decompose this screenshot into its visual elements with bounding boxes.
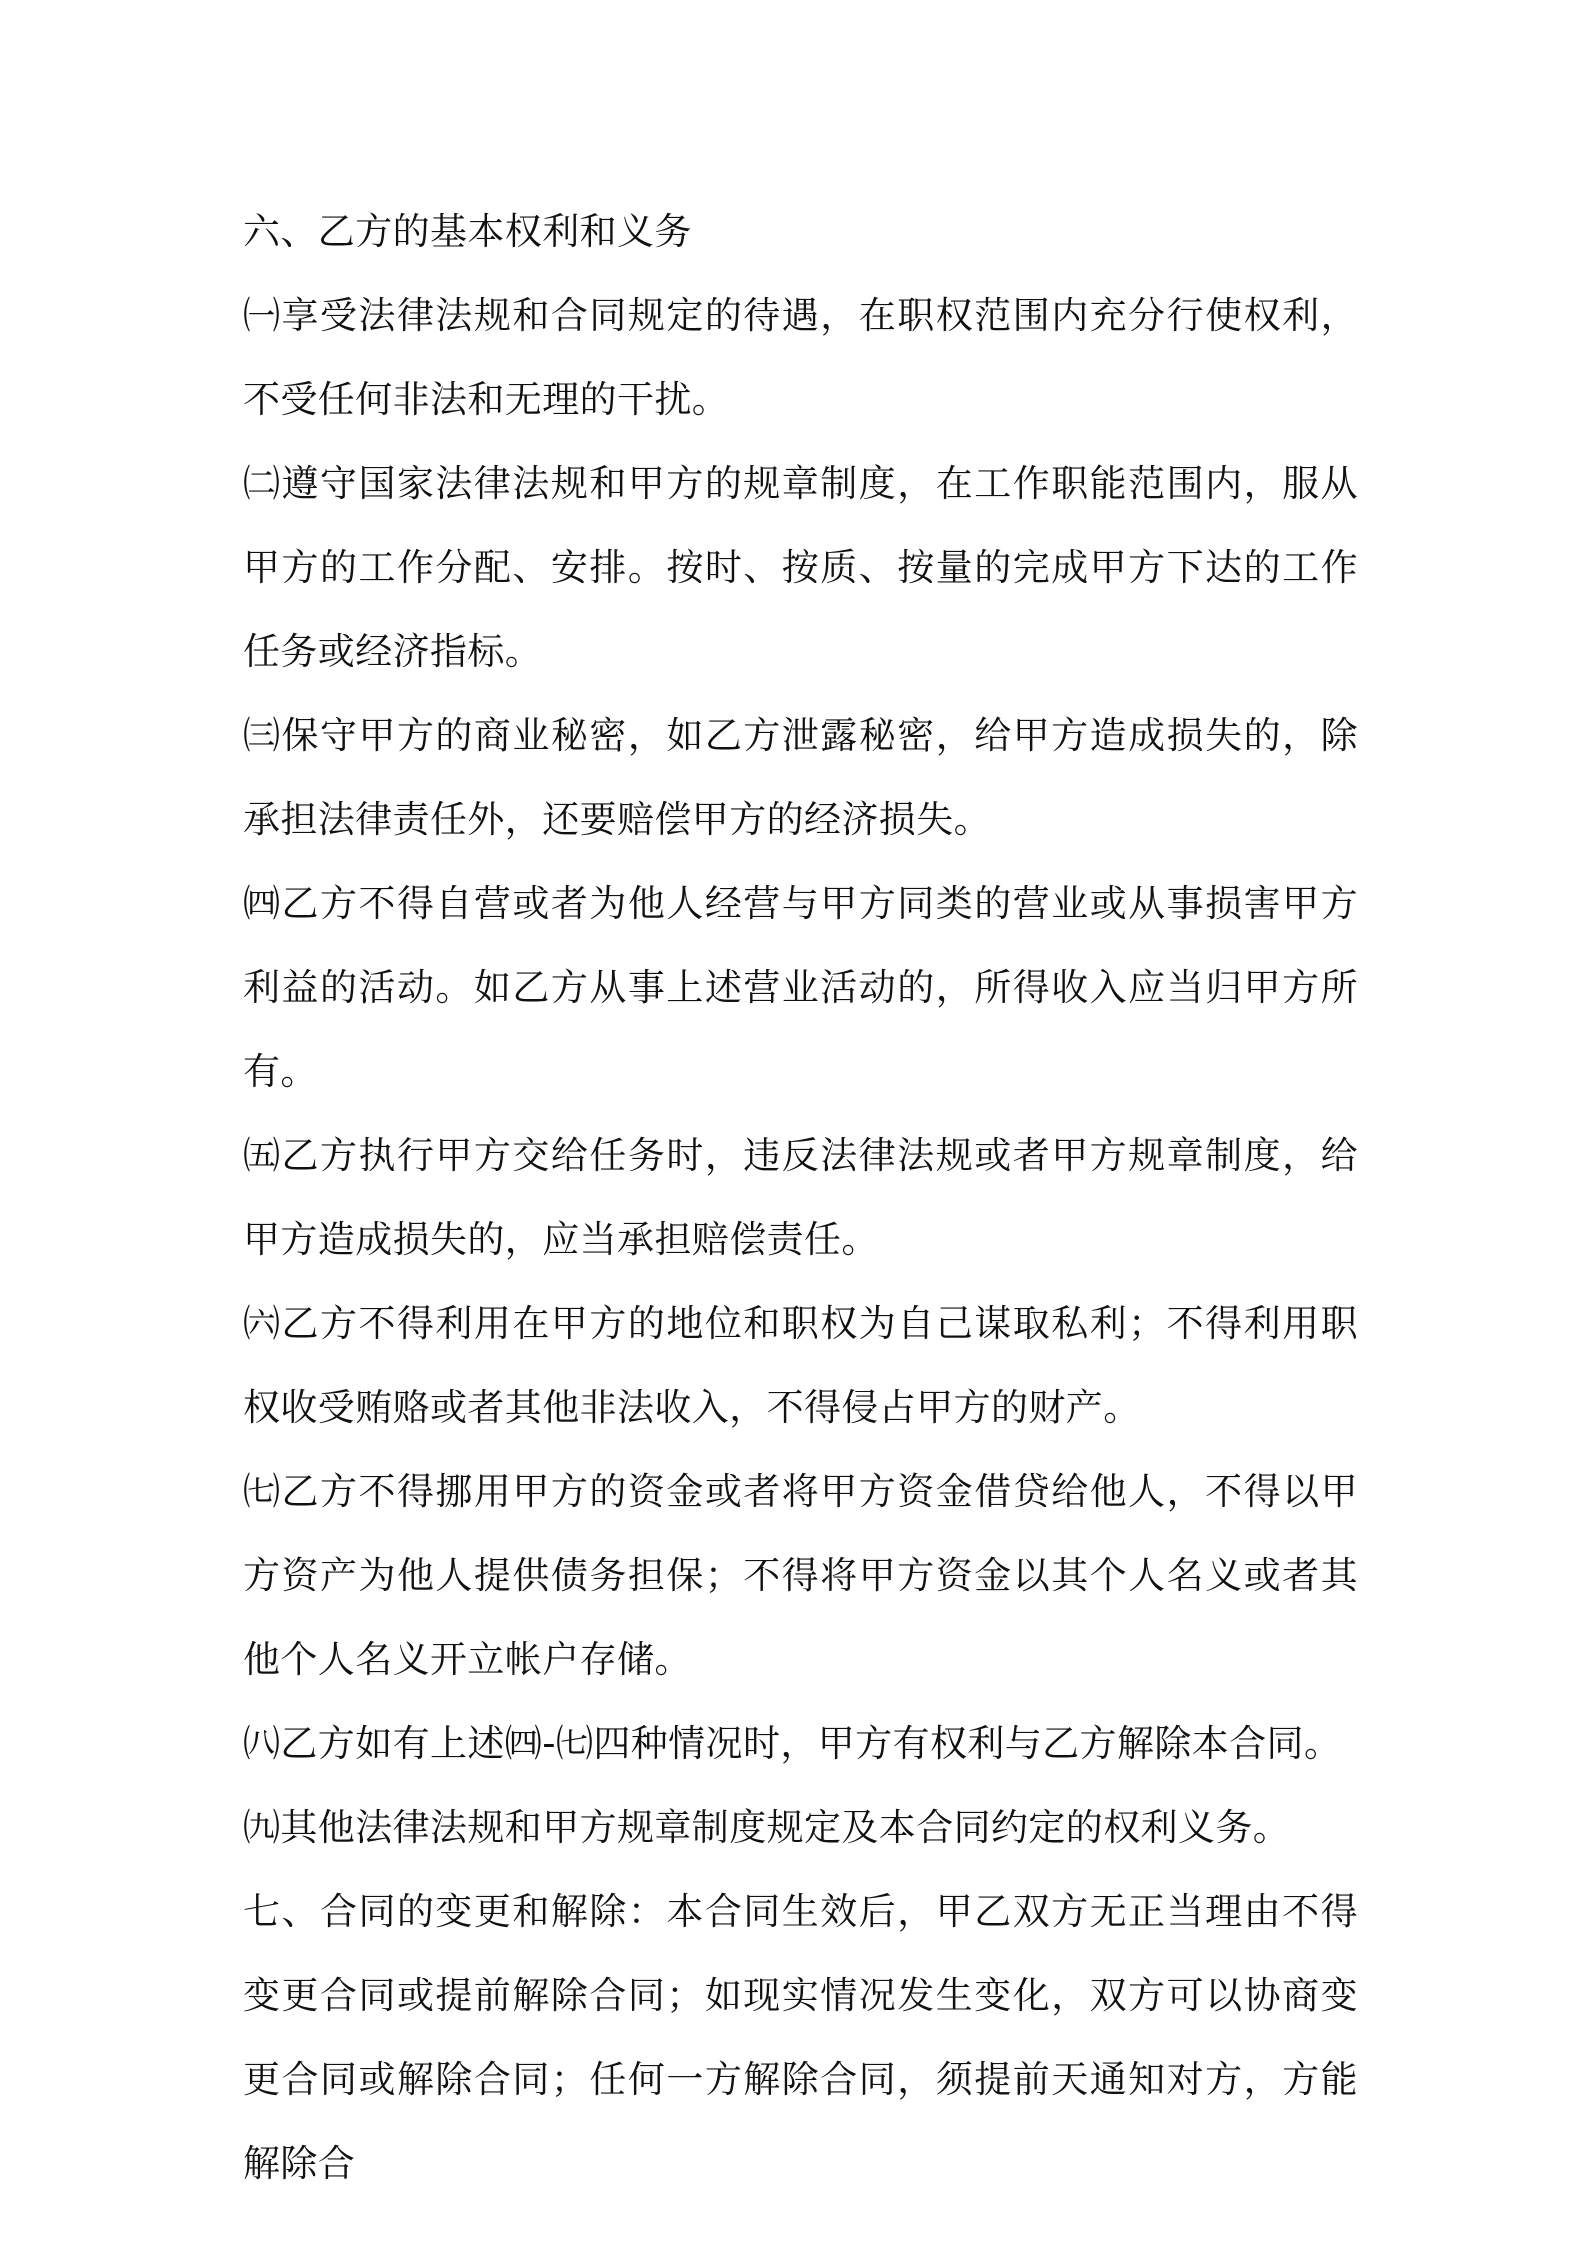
section-6-item-3: ㈢保守甲方的商业秘密，如乙方泄露秘密，给甲方造成损失的，除承担法律责任外，还要赔偿甲方的经济损失。 (243, 714, 1358, 841)
section-6-item-8: ㈧乙方如有上述㈣-㈦四种情况时，甲方有权利与乙方解除本合同。 (243, 1722, 1342, 1765)
section-6-item-6: ㈥乙方不得利用在甲方的地位和职权为自己谋取私利；不得利用职权收受贿赂或者其他非法收入，不得侵占甲方的财产。 (243, 1302, 1358, 1429)
section-6-item-5: ㈤乙方执行甲方交给任务时，违反法律法规或者甲方规章制度，给甲方造成损失的，应当承担赔偿责任。 (243, 1134, 1358, 1261)
section-6-item-2: ㈡遵守国家法律法规和甲方的规章制度，在工作职能范围内，服从甲方的工作分配、安排。按时、按质、按量的完成甲方下达的工作任务或经济指标。 (243, 462, 1358, 673)
section-6-item-1: ㈠享受法律法规和合同规定的待遇，在职权范围内充分行使权利，不受任何非法和无理的干扰。 (243, 294, 1358, 421)
section-6-item-4: ㈣乙方不得自营或者为他人经营与甲方同类的营业或从事损害甲方利益的活动。如乙方从事上述营业活动的，所得收入应当归甲方所有。 (243, 882, 1358, 1093)
section-7-paragraph: 七、合同的变更和解除：本合同生效后，甲乙双方无正当理由不得变更合同或提前解除合同；如现实情况发生变化，双方可以协商变更合同或解除合同；任何一方解除合同，须提前天通知对方，方能解除合 (243, 1890, 1358, 2185)
document-page (243, 190, 1358, 2206)
section-6-item-9: ㈨其他法律法规和甲方规章制度规定及本合同约定的权利义务。 (243, 1806, 1291, 1849)
section-6-heading: 六、乙方的基本权利和义务 (243, 210, 692, 253)
section-6-item-7: ㈦乙方不得挪用甲方的资金或者将甲方资金借贷给他人，不得以甲方资产为他人提供债务担保；不得将甲方资金以其个人名义或者其他个人名义开立帐户存储。 (243, 1470, 1358, 1681)
